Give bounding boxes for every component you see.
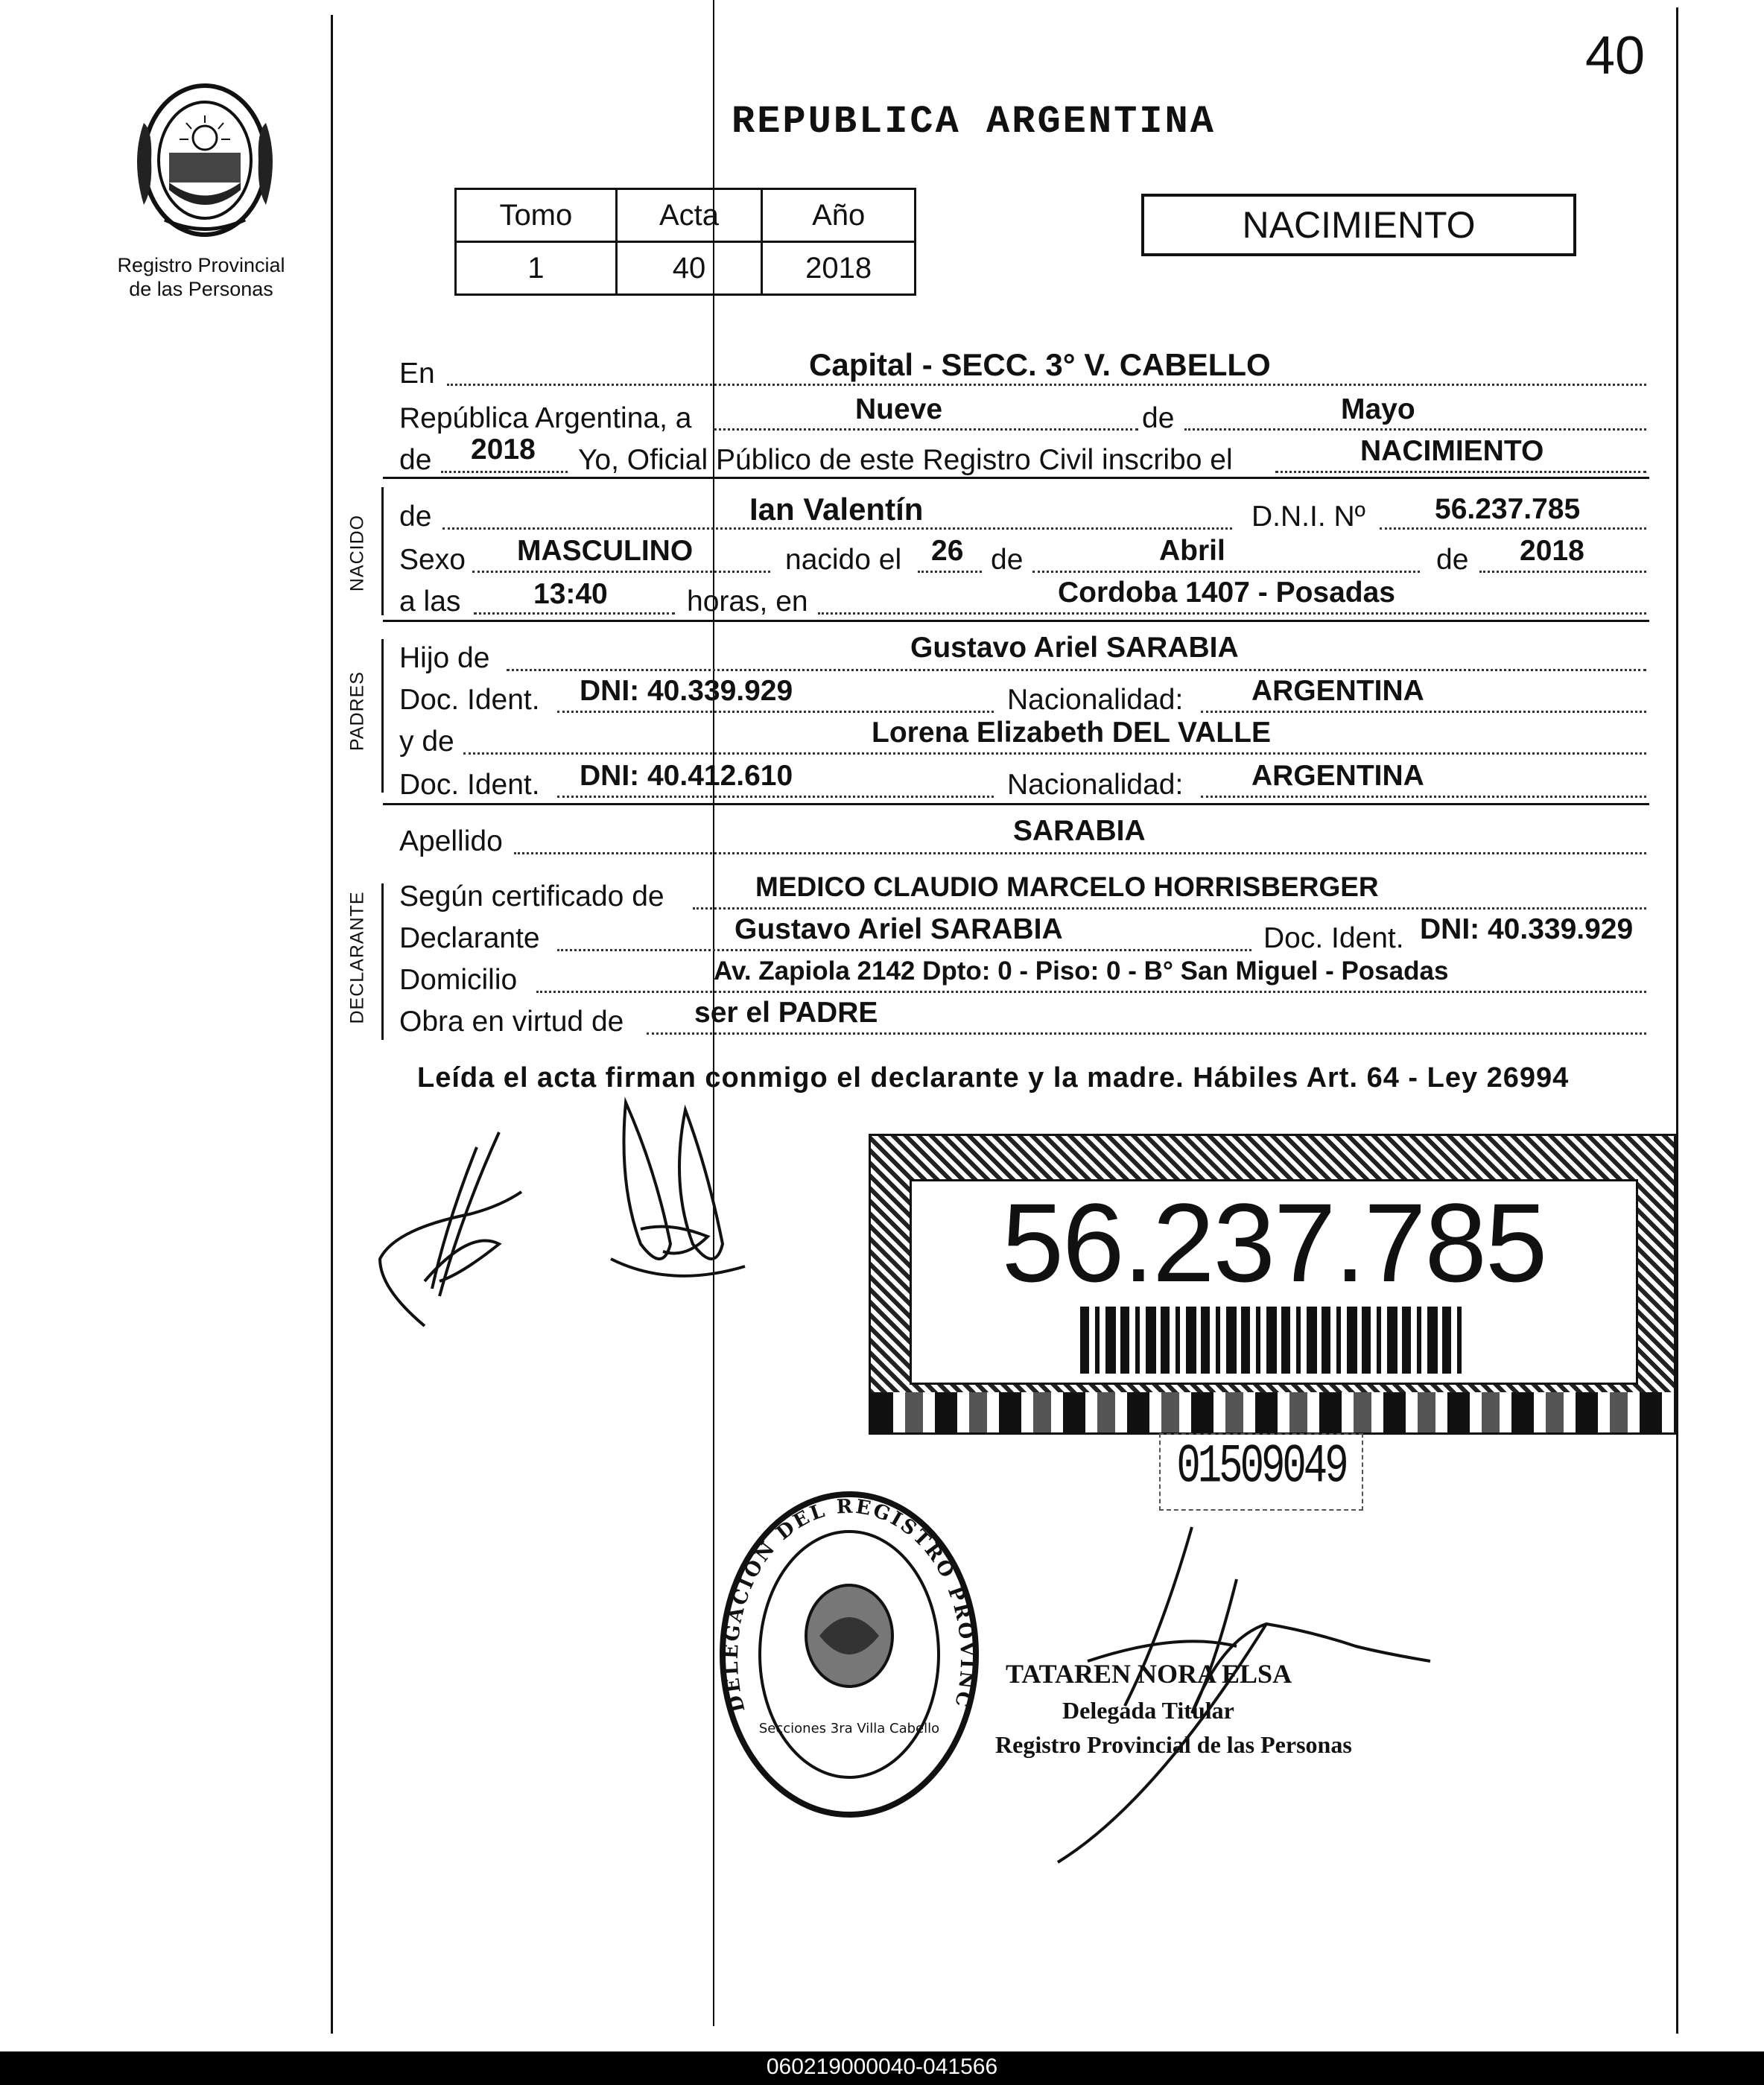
official-stamp: [715, 1487, 983, 1822]
medical-certificate: MEDICO CLAUDIO MARCELO HORRISBERGER: [755, 872, 1379, 902]
stamp-ring-path: DELEGACION DEL REGISTRO PROVINC: [720, 1495, 979, 1715]
header-acta: Acta: [616, 189, 762, 242]
alas-label: a las: [399, 585, 461, 618]
hijo-de-label: Hijo de: [399, 642, 490, 674]
acta-reference-table: [454, 188, 916, 296]
section-divider: [383, 803, 1649, 805]
value-anio: 2018: [762, 242, 916, 295]
dotted-line: [714, 428, 1138, 431]
declarante-label: Declarante: [399, 922, 540, 954]
surname: SARABIA: [1013, 815, 1146, 847]
de-label-2: de: [399, 444, 432, 476]
closing-statement: Leída el acta firman conmigo el declarante y la madre. Hábiles Art. 64 - Ley 26994: [417, 1062, 1570, 1094]
mother-signature: [596, 1095, 767, 1296]
dotted-line: [918, 571, 982, 573]
serial-number-box: [1159, 1433, 1363, 1511]
side-label-nacido: NACIDO: [346, 514, 368, 592]
dotted-line: [1201, 711, 1646, 713]
value-tomo: 1: [456, 242, 617, 295]
side-label-padres: PADRES: [346, 671, 368, 751]
registration-year: 2018: [471, 434, 536, 466]
birth-month: Abril: [1159, 535, 1225, 567]
apellido-label: Apellido: [399, 825, 503, 857]
dotted-line: [818, 612, 1646, 615]
registration-place: Capital - SECC. 3° V. CABELLO: [809, 347, 1271, 382]
org-name-line2: de las Personas: [129, 278, 273, 300]
inscription-type: NACIMIENTO: [1360, 435, 1544, 467]
oficial-label: Yo, Oficial Público de este Registro Civil inscribo el: [578, 444, 1233, 476]
republica-label: República Argentina, a: [399, 402, 692, 434]
nacionalidad-label-2: Nacionalidad:: [1007, 769, 1184, 801]
section-bracket: [381, 883, 384, 1040]
horas-label: horas, en: [687, 585, 808, 618]
dotted-line: [1380, 527, 1646, 530]
registration-month: Mayo: [1341, 393, 1415, 425]
dotted-line: [1275, 471, 1646, 473]
obra-label: Obra en virtud de: [399, 1006, 624, 1038]
registration-day: Nueve: [855, 393, 943, 425]
dotted-line: [442, 527, 1232, 530]
dotted-line: [647, 1032, 1646, 1035]
father-name: Gustavo Ariel SARABIA: [910, 632, 1239, 664]
mother-doc: DNI: 40.412.610: [580, 760, 793, 792]
child-sex: MASCULINO: [517, 535, 694, 567]
document-title: REPUBLICA ARGENTINA: [732, 100, 1216, 144]
declarant-doc: DNI: 40.339.929: [1420, 913, 1634, 945]
sexo-label: Sexo: [399, 544, 466, 576]
doc-ident-label: Doc. Ident.: [399, 684, 540, 716]
mother-name: Lorena Elizabeth DEL VALLE: [872, 717, 1271, 749]
dotted-line: [536, 991, 1646, 993]
section-bracket: [381, 639, 384, 793]
signatory-name: TATAREN NORA ELSA: [1006, 1659, 1292, 1689]
value-acta: 40: [616, 242, 762, 295]
org-name: [104, 253, 298, 301]
dotted-line: [472, 571, 770, 573]
province-seal-logo: [123, 78, 287, 242]
dotted-line: [557, 711, 994, 713]
left-margin-line: [331, 15, 333, 2034]
mother-nationality: ARGENTINA: [1251, 760, 1424, 792]
footer-bar: [0, 2051, 1764, 2085]
dotted-line: [441, 471, 568, 473]
birth-place: Cordoba 1407 - Posadas: [1058, 577, 1395, 609]
dotted-line: [507, 669, 1646, 671]
birth-year: 2018: [1520, 535, 1584, 567]
header-anio: Año: [762, 189, 916, 242]
y-de-label: y de: [399, 726, 454, 758]
nacido-label: nacido el: [785, 544, 902, 576]
sticker-inner-panel: [910, 1179, 1638, 1385]
father-nationality: ARGENTINA: [1251, 675, 1424, 707]
dotted-line: [463, 752, 1646, 755]
dotted-line: [447, 384, 1646, 386]
sticker-id-number: 56.237.785: [1001, 1180, 1546, 1305]
dotted-line: [514, 852, 1646, 854]
de-label-4: de: [991, 544, 1024, 576]
sticker-pattern-strip: [871, 1392, 1674, 1432]
declarant-signature: [350, 1102, 544, 1341]
serial-number: 01509049: [1176, 1437, 1346, 1499]
birth-time: 13:40: [533, 578, 608, 610]
acting-capacity: ser el PADRE: [694, 997, 878, 1029]
footer-code: 060219000040-041566: [766, 2054, 998, 2079]
dotted-line: [1479, 571, 1646, 573]
dni-label: D.N.I. Nº: [1251, 501, 1365, 533]
org-name-line1: Registro Provincial: [117, 254, 285, 276]
dotted-line: [557, 949, 1251, 951]
stamp-inner-text: Secciones 3ra Villa Cabello: [758, 1721, 940, 1736]
header-tomo: Tomo: [456, 189, 617, 242]
signatory-role: Delegada Titular: [1062, 1697, 1234, 1724]
dotted-line: [1184, 428, 1646, 431]
certificado-label: Según certificado de: [399, 880, 664, 913]
side-label-declarante: DECLARANTE: [346, 891, 368, 1024]
declarant-name: Gustavo Ariel SARABIA: [735, 913, 1063, 945]
de-label-5: de: [1436, 544, 1469, 576]
doc-ident-label-3: Doc. Ident.: [1263, 922, 1404, 954]
child-name: Ian Valentín: [749, 492, 924, 527]
page-number: 40: [1585, 26, 1646, 86]
doc-ident-label-2: Doc. Ident.: [399, 769, 540, 801]
child-dni: 56.237.785: [1435, 493, 1581, 525]
barcode: [1080, 1307, 1468, 1374]
father-doc: DNI: 40.339.929: [580, 675, 793, 707]
birth-day: 26: [931, 535, 964, 567]
signatory-org: Registro Provincial de las Personas: [995, 1731, 1352, 1758]
en-label: En: [399, 358, 435, 390]
section-bracket: [381, 487, 384, 615]
dotted-line: [1201, 796, 1646, 798]
de-label-3: de: [399, 501, 432, 533]
declarant-address: Av. Zapiola 2142 Dpto: 0 - Piso: 0 - B° San Miguel - Posadas: [714, 956, 1449, 986]
dotted-line: [557, 796, 994, 798]
dotted-line: [1032, 571, 1420, 573]
section-divider: [383, 477, 1649, 479]
document-type-box: NACIMIENTO: [1141, 194, 1576, 256]
right-border-line: [1676, 7, 1678, 2034]
dotted-line: [693, 907, 1646, 910]
section-divider: [383, 620, 1649, 622]
domicilio-label: Domicilio: [399, 964, 518, 996]
security-sticker: [869, 1134, 1676, 1435]
nacionalidad-label: Nacionalidad:: [1007, 684, 1184, 716]
dotted-line: [474, 612, 675, 615]
de-label: de: [1142, 402, 1175, 434]
